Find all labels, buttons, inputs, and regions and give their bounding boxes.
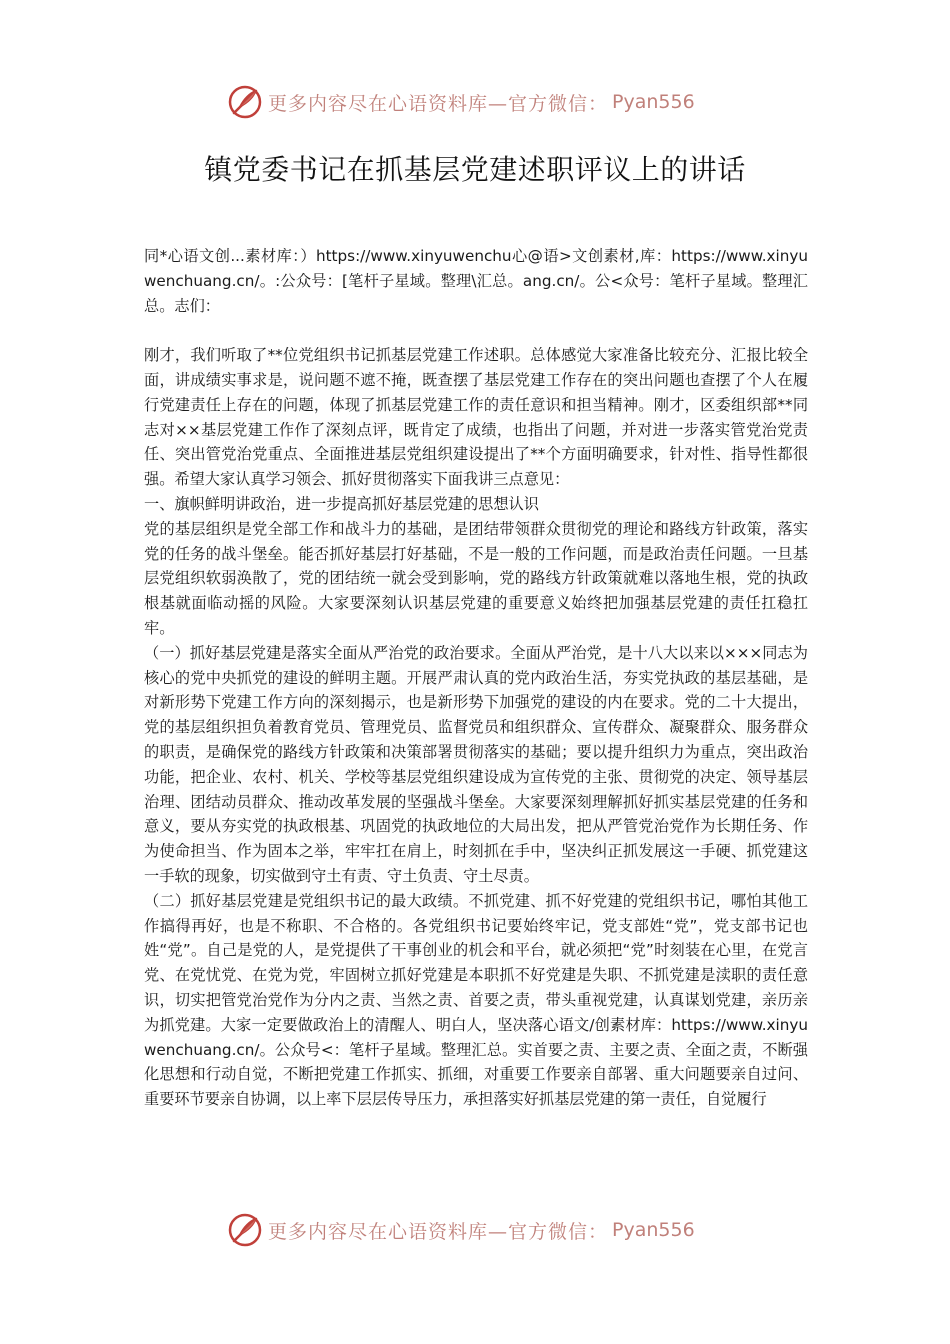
document-title: 镇党委书记在抓基层党建述职评议上的讲话 bbox=[204, 153, 746, 186]
header-watermark-banner bbox=[226, 82, 695, 122]
footer-watermark-banner bbox=[226, 1210, 695, 1250]
quill-logo-icon bbox=[226, 83, 264, 121]
watermark-wechat-handle: Pyan556 bbox=[612, 1219, 695, 1241]
body-paragraph: 党的基层组织是党全部工作和战斗力的基础，是团结带领群众贯彻党的理论和路线方针政策，落实党的任务的战斗堡垒。能否抓好基层打好基础，不是一般的工作问题，而是政治责任问题。一旦基层党组织软弱涣散了，党的团结统一就会受到影响，党的路线方针政策就难以落地生根，党的执政根基就面临动摇的风险。大家要深刻认识基层党建的重要意义始终把加强基层党建的责任扛稳扛牢。 bbox=[144, 519, 808, 637]
watermark-slogan: 更多内容尽在心语资料库—官方微信： bbox=[268, 92, 609, 115]
document-body bbox=[144, 244, 808, 1112]
section-heading: 一、旗帜鲜明讲政治，进一步提高抓好基层党建的思想认识 bbox=[144, 494, 539, 513]
body-paragraph: （二）抓好基层党建是党组织书记的最大政绩。不抓党建、抓不好党建的党组织书记，哪怕其他工作搞得再好，也是不称职、不合格的。各党组织书记要始终牢记，党支部姓“党”，党支部书记也姓“党”。自己是党的人，是党提供了干事创业的机会和平台，就必须把“党”时刻装在心里，在党言党、在党忧党、在党为党，牢固树立抓好党建是本职抓不好党建是失职、不抓党建是渎职的责任意识，切实把管党治党作为分内之责、当然之责、首要之责，带头重视党建，认真谋划党建，亲历亲为抓党建。大家一定要做政治上的清醒人、明白人，坚决落心语文/创素材库：https://www.xinyuwenchuang.cn/。公众号<：笔杆子星域。整理汇总。实首要之责、主要之责、全面之责，不断强化思想和行动自觉，不断把党建工作抓实、抓细，对重要工作要亲自部署、重大问题要亲自过问、重要环节要亲自协调，以上率下层层传导压力，承担落实好抓基层党建的第一责任，自觉履行 bbox=[144, 891, 808, 1109]
intro-paragraph: 同*心语文创...素材库：）https://www.xinyuwenchu心@语>文创素材,库：https://www.xinyuwenchuang.cn/。:公众号：[笔杆子星域。整理\汇总。ang.cn/。公<众号：笔杆子星域。整理汇总。志们： bbox=[144, 247, 808, 315]
watermark-wechat-handle: Pyan556 bbox=[612, 91, 695, 113]
body-paragraph: （一）抓好基层党建是落实全面从严治党的政治要求。全面从严治党，是十八大以来以×××同志为核心的党中央抓党的建设的鲜明主题。开展严肃认真的党内政治生活，夯实党执政的基层基础，是对新形势下党建工作方向的深刻揭示，也是新形势下加强党的建设的内在要求。党的二十大提出，党的基层组织担负着教育党员、管理党员、监督党员和组织群众、宣传群众、凝聚群众、服务群众的职责，是确保党的路线方针政策和决策部署贯彻落实的基础；要以提升组织力为重点，突出政治功能，把企业、农村、机关、学校等基层党组织建设成为宣传党的主张、贯彻党的决定、领导基层治理、团结动员群众、推动改革发展的坚强战斗堡垒。大家要深刻理解抓好抓实基层党建的任务和意义，要从夯实党的执政根基、巩固党的执政地位的大局出发，把从严管党治党作为长期任务、作为使命担当、作为固本之举，牢牢扛在肩上，时刻抓在手中，坚决纠正抓发展这一手硬、抓党建这一手软的现象，切实做到守土有责、守土负责、守土尽责。 bbox=[144, 643, 808, 885]
watermark-slogan: 更多内容尽在心语资料库—官方微信： bbox=[268, 1220, 609, 1243]
quill-logo-icon bbox=[226, 1211, 264, 1249]
body-paragraph: 刚才，我们听取了**位党组织书记抓基层党建工作述职。总体感觉大家准备比较充分、汇报比较全面，讲成绩实事求是，说问题不遮不掩，既查摆了基层党建工作存在的突出问题也查摆了个人在履行党建责任上存在的问题，体现了抓基层党建工作的责任意识和担当精神。刚才，区委组织部**同志对××基层党建工作作了深刻点评，既肯定了成绩，也指出了问题，并对进一步落实管党治党责任、突出管党治党重点、全面推进基层党组织建设提出了**个方面明确要求，针对性、指导性都很强。希望大家认真学习领会、抓好贯彻落实下面我讲三点意见： bbox=[144, 346, 808, 489]
